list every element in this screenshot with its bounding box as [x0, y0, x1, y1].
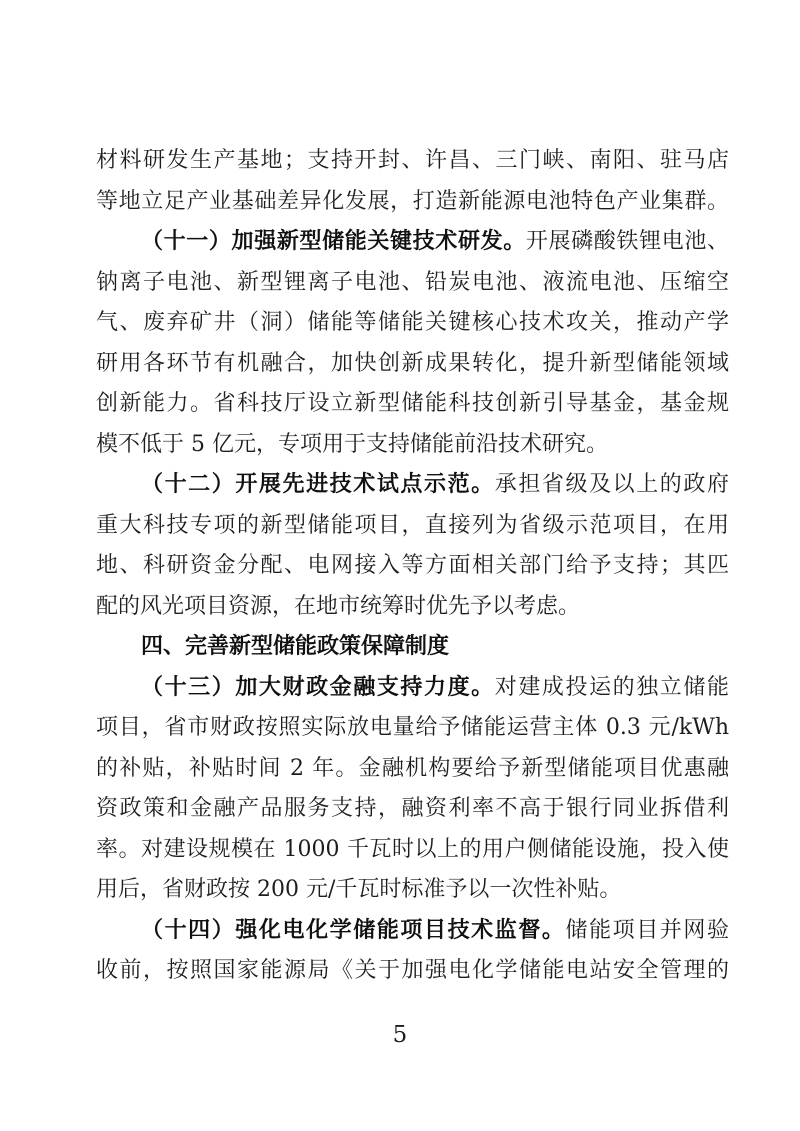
text-line — [96, 870, 729, 911]
body-text: 开展磷酸铁锂电池、 — [525, 229, 729, 254]
text-line — [96, 263, 729, 304]
body-text: 的补贴，补贴时间 2 年。金融机构要给予新型储能项目优惠融 — [96, 755, 729, 781]
text-line — [96, 182, 729, 223]
section-heading — [96, 627, 729, 668]
body-text: 项目，省市财政按照实际放电量给予储能运营主体 0.3 元/kWh — [96, 715, 729, 740]
body-text: 地、科研资金分配、电网接入等方面相关部门给予支持；其匹 — [96, 553, 729, 578]
body-text: 气、废弃矿井（洞）储能等储能关键核心技术攻关，推动产学 — [96, 310, 729, 335]
bold-lead-text: （十二）开展先进技术试点示范。 — [141, 472, 495, 497]
bold-lead-text: （十三）加大财政金融支持力度。 — [141, 674, 495, 700]
body-text: 钠离子电池、新型锂离子电池、铅炭电池、液流电池、压缩空 — [96, 269, 729, 295]
text-line — [96, 951, 729, 992]
body-text: 对建成投运的独立储能 — [494, 674, 729, 700]
body-text: 储能项目并网验 — [565, 917, 729, 943]
body-text: 收前，按照国家能源局《关于加强电化学储能电站安全管理的 — [96, 958, 729, 983]
body-text: 研用各环节有机融合，加快创新成果转化，提升新型储能领域 — [96, 350, 729, 376]
text-line — [96, 384, 729, 425]
text-line — [96, 546, 729, 587]
body-text: 资政策和金融产品服务支持，融资利率不高于银行同业拆借利 — [96, 796, 729, 821]
page-number: 5 — [392, 1022, 408, 1048]
text-line — [96, 911, 729, 952]
text-line — [96, 789, 729, 830]
text-line — [96, 506, 729, 547]
text-line — [96, 830, 729, 871]
text-line — [96, 668, 729, 709]
bold-lead-text: （十四）强化电化学储能项目技术监督。 — [141, 917, 566, 943]
text-line — [96, 708, 729, 749]
body-text: 等地立足产业基础差异化发展，打造新能源电池特色产业集群。 — [96, 188, 729, 214]
body-text: 用后，省财政按 200 元/千瓦时标准予以一次性补贴。 — [96, 877, 622, 902]
document-body — [96, 141, 729, 992]
bold-lead-text: 四、完善新型储能政策保障制度 — [141, 634, 450, 659]
body-text: 承担省级及以上的政府 — [494, 472, 729, 497]
body-text: 模不低于 5 亿元，专项用于支持储能前沿技术研究。 — [96, 431, 608, 457]
body-text: 材料研发生产基地；支持开封、许昌、三门峡、南阳、驻马店 — [96, 148, 729, 173]
text-line — [96, 425, 729, 466]
text-line — [96, 344, 729, 385]
text-line — [96, 141, 729, 182]
body-text: 创新能力。省科技厅设立新型储能科技创新引导基金，基金规 — [96, 391, 729, 416]
bold-lead-text: （十一）加强新型储能关键技术研发。 — [141, 229, 526, 254]
text-line — [96, 587, 729, 628]
text-line — [96, 222, 729, 263]
body-text: 率。对建设规模在 1000 千瓦时以上的用户侧储能设施，投入使 — [96, 836, 729, 862]
body-text: 重大科技专项的新型储能项目，直接列为省级示范项目，在用 — [96, 512, 729, 538]
body-text: 配的风光项目资源，在地市统筹时优先予以考虑。 — [96, 593, 581, 619]
text-line — [96, 749, 729, 790]
text-line — [96, 303, 729, 344]
text-line — [96, 465, 729, 506]
